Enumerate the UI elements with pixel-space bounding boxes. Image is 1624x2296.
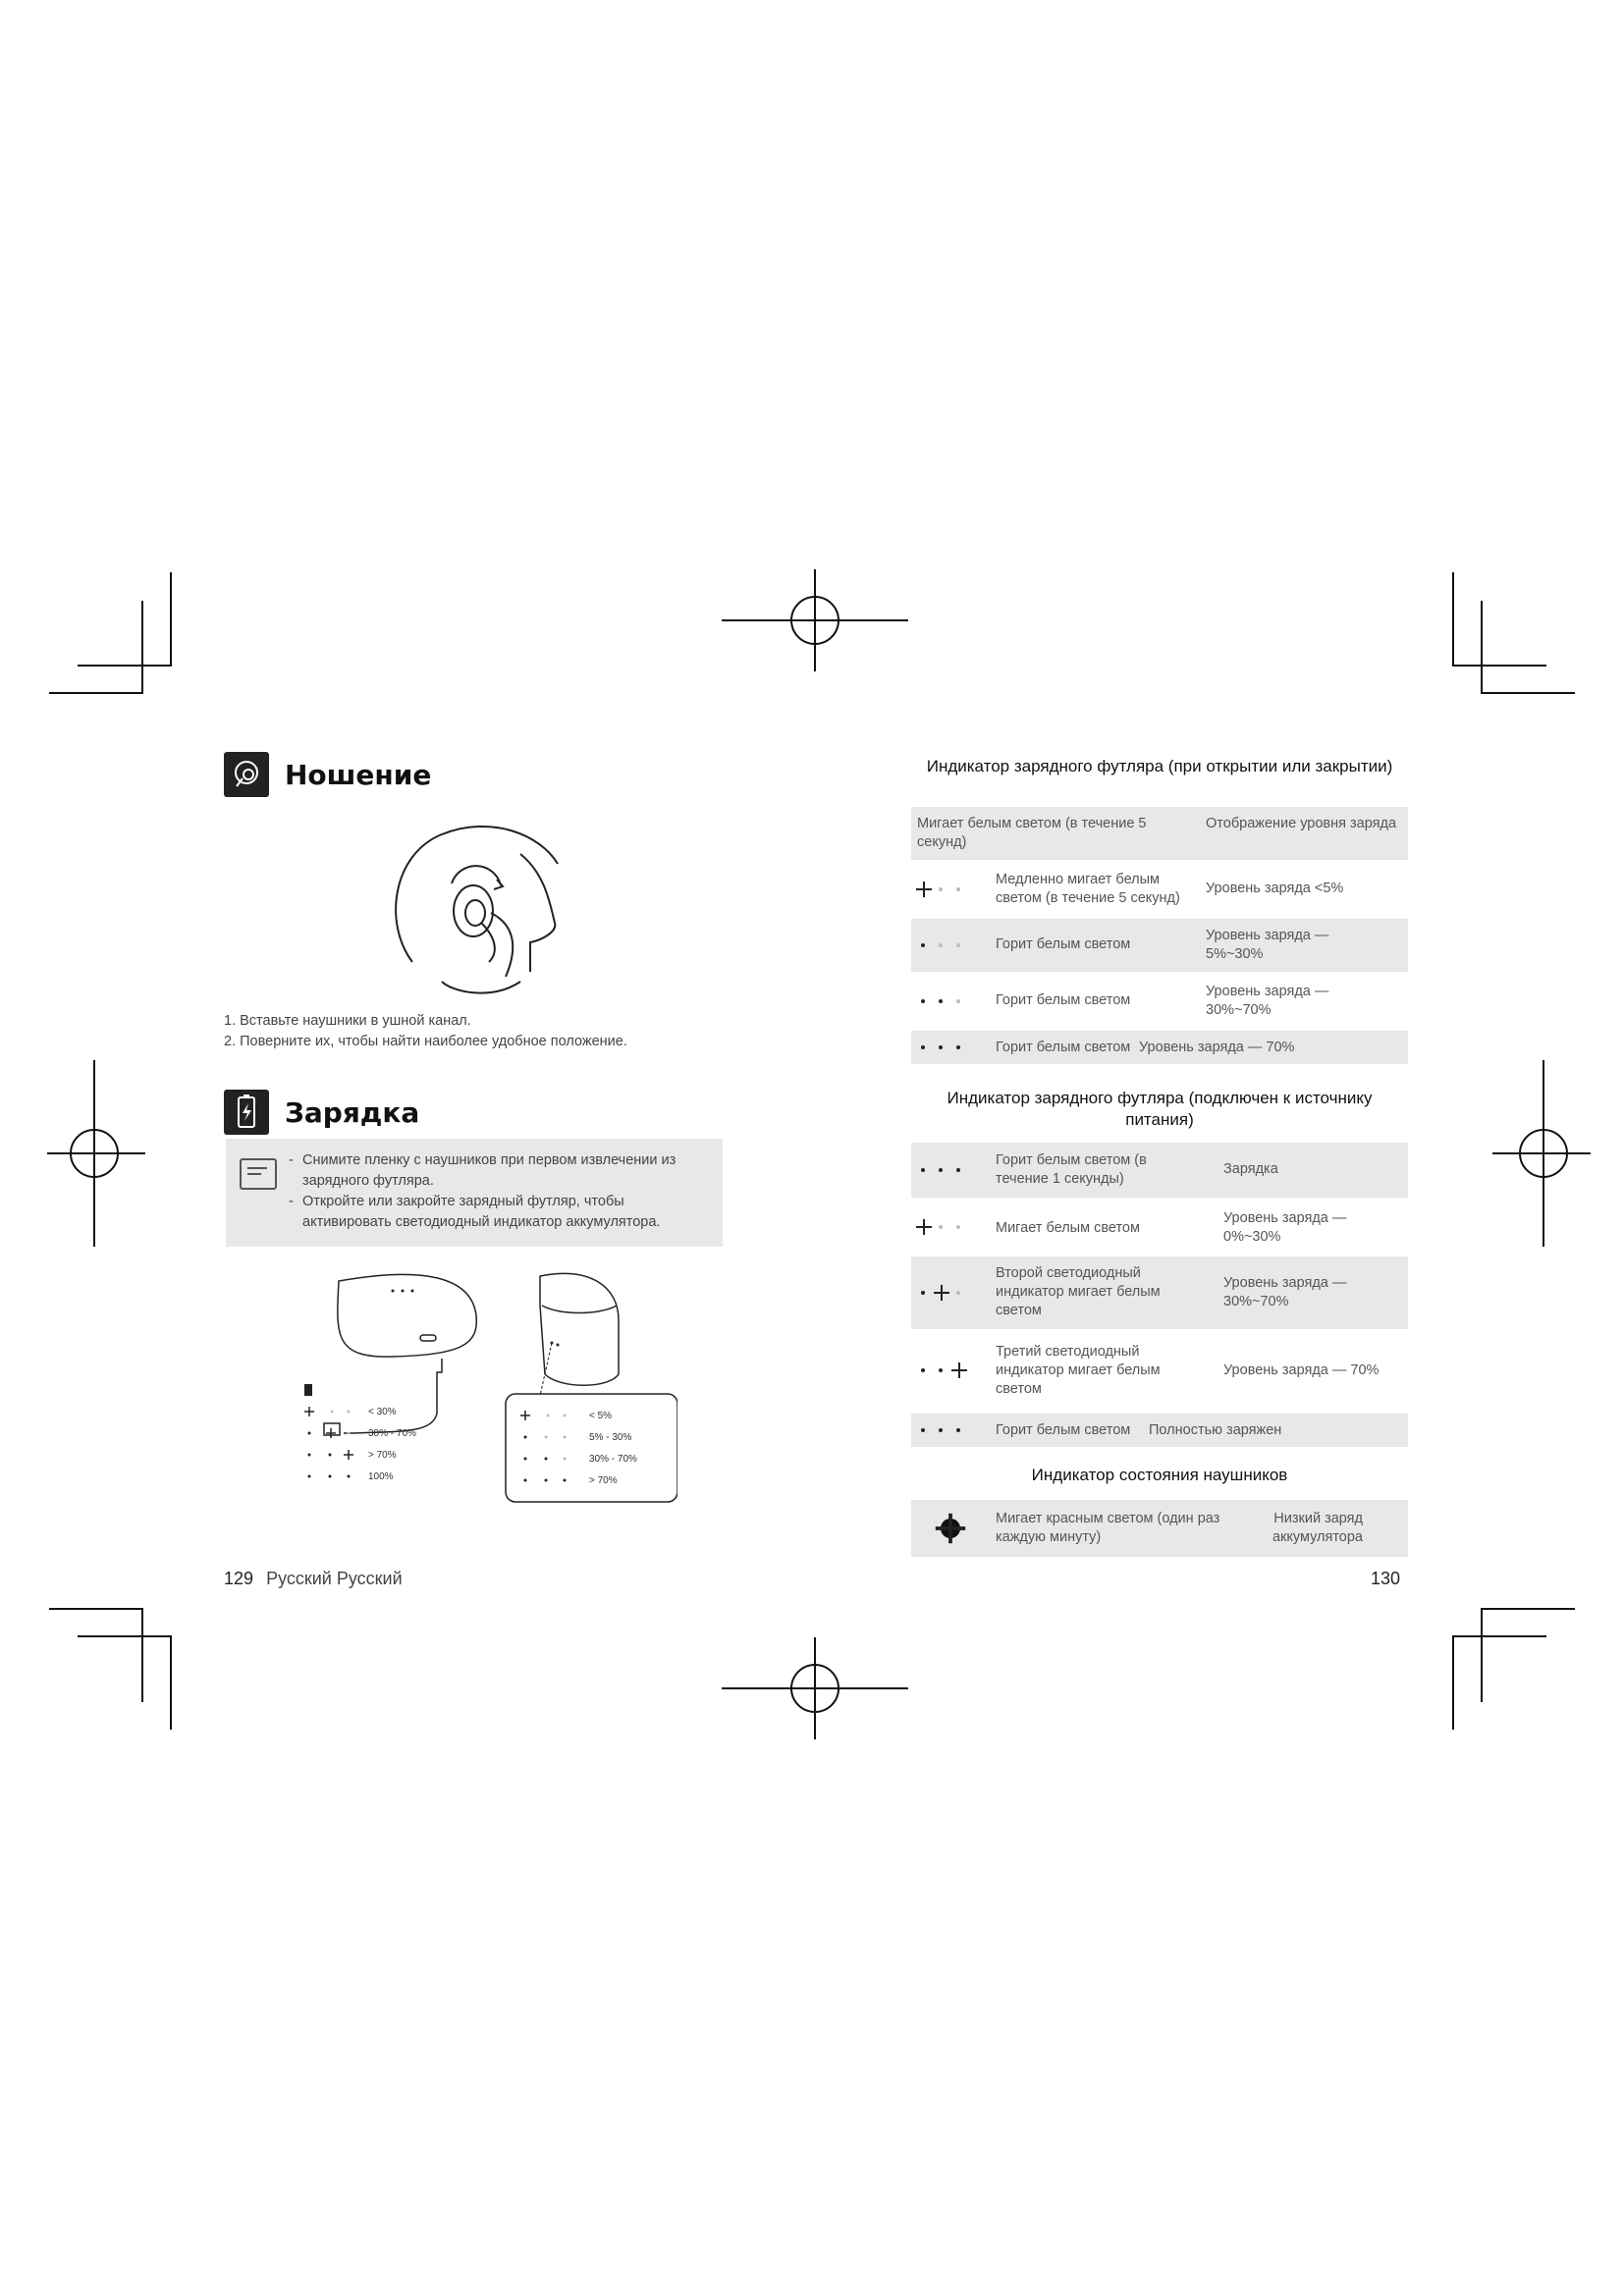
page-number: 129	[224, 1569, 254, 1588]
table-row	[911, 1414, 1408, 1447]
led-pattern-icon	[911, 976, 980, 1027]
legend-label: 30% - 70%	[589, 1454, 637, 1465]
section-title-wearing	[224, 752, 431, 797]
row-description: Горит белым светом	[996, 1422, 1131, 1438]
row-level: Уровень заряда <5%	[1206, 881, 1344, 896]
wear-steps	[224, 1011, 627, 1052]
page-number: 130	[1371, 1569, 1401, 1588]
table-row	[911, 1143, 1408, 1198]
table3-title: Индикатор состояния наушников	[1031, 1466, 1288, 1484]
note-lines	[289, 1150, 715, 1233]
note-line: - Откройте или закройте зарядный футляр, чтобы активировать светодиодный индикатор аккумулятора.	[289, 1192, 715, 1233]
table-row	[911, 1203, 1408, 1251]
row-description: Мигает белым светом	[996, 1220, 1140, 1236]
led-pattern-icon	[911, 1500, 980, 1557]
table1-header	[911, 807, 1408, 860]
table-row	[911, 1031, 1408, 1064]
section-heading: Зарядка	[285, 1095, 420, 1129]
row-description: Горит белым светом	[996, 1040, 1131, 1055]
led-pattern-icon	[911, 1031, 980, 1064]
table-row	[911, 1256, 1408, 1329]
left-led-legend	[304, 1407, 416, 1482]
row-description: Медленно мигает белым светом (в течение 5 секунд)	[996, 872, 1180, 906]
led-pattern-icon	[911, 1143, 980, 1198]
legend-label: > 70%	[368, 1450, 397, 1461]
row-description: Второй светодиодный индикатор мигает белым светом	[996, 1265, 1161, 1318]
header-cell: Отображение уровня заряда	[1206, 816, 1397, 831]
table-row	[911, 864, 1408, 915]
led-pattern-icon	[911, 1414, 980, 1447]
row-description: Горит белым светом	[996, 992, 1131, 1008]
row-description: Горит белым светом	[996, 936, 1131, 952]
section-title-charging	[224, 1090, 419, 1135]
legend-label: > 70%	[589, 1475, 618, 1486]
ear-wear-illustration	[383, 815, 569, 1011]
table1-title: Индикатор зарядного футляра (при открытии или закрытии)	[926, 757, 1393, 775]
led-pattern-icon	[911, 1203, 980, 1251]
row-level: Низкий заряд аккумулятора	[1272, 1511, 1363, 1545]
row-level: Уровень заряда — 0%~30%	[1223, 1210, 1347, 1245]
row-level: Уровень заряда — 30%~70%	[1206, 984, 1329, 1018]
table-row	[911, 1333, 1408, 1408]
charging-case-diagram	[285, 1266, 677, 1541]
note-icon	[240, 1158, 277, 1190]
led-pattern-icon	[911, 1333, 980, 1408]
legend-label: 100%	[368, 1471, 394, 1482]
row-level: Полностью заряжен	[1149, 1422, 1282, 1438]
step-1: 1. Вставьте наушники в ушной канал.	[224, 1013, 471, 1029]
legend-label: < 5%	[589, 1411, 613, 1421]
led-pattern-icon	[911, 919, 980, 972]
led-pattern-icon	[911, 864, 980, 915]
row-level: Зарядка	[1223, 1161, 1278, 1177]
step-2: 2. Поверните их, чтобы найти наиболее удобное положение.	[224, 1034, 627, 1049]
footer-language: Русский Русский	[266, 1569, 403, 1588]
header-cell: Мигает белым светом (в течение 5 секунд)	[917, 816, 1147, 850]
led-pattern-icon	[911, 1256, 980, 1329]
table-row	[911, 976, 1408, 1027]
right-footer	[1371, 1569, 1400, 1589]
row-level: Уровень заряда — 30%~70%	[1223, 1275, 1347, 1309]
right-led-legend	[520, 1411, 637, 1486]
row-description: Третий светодиодный индикатор мигает белым светом	[996, 1344, 1161, 1397]
row-level: Уровень заряда — 70%	[1223, 1362, 1380, 1378]
row-description: Мигает красным светом (один раз каждую минуту)	[996, 1511, 1220, 1545]
note-line: - Снимите пленку с наушников при первом извлечении из зарядного футляра.	[289, 1150, 715, 1192]
charging-note	[226, 1139, 723, 1247]
table2-title: Индикатор зарядного футляра (подключен к источнику питания)	[947, 1089, 1373, 1129]
section-heading: Ношение	[285, 758, 432, 791]
table-row	[911, 1500, 1408, 1557]
legend-label: 5% - 30%	[589, 1432, 632, 1443]
legend-label: < 30%	[368, 1407, 397, 1417]
row-level: Уровень заряда — 70%	[1139, 1040, 1295, 1055]
left-footer	[224, 1569, 403, 1589]
battery-icon	[304, 1384, 312, 1396]
row-description: Горит белым светом (в течение 1 секунды)	[996, 1152, 1147, 1187]
legend-label: 30% - 70%	[368, 1428, 416, 1439]
row-level: Уровень заряда — 5%~30%	[1206, 928, 1329, 962]
battery-charging-icon	[224, 1090, 269, 1135]
table-row	[911, 919, 1408, 972]
earbud-wear-icon	[224, 752, 269, 797]
